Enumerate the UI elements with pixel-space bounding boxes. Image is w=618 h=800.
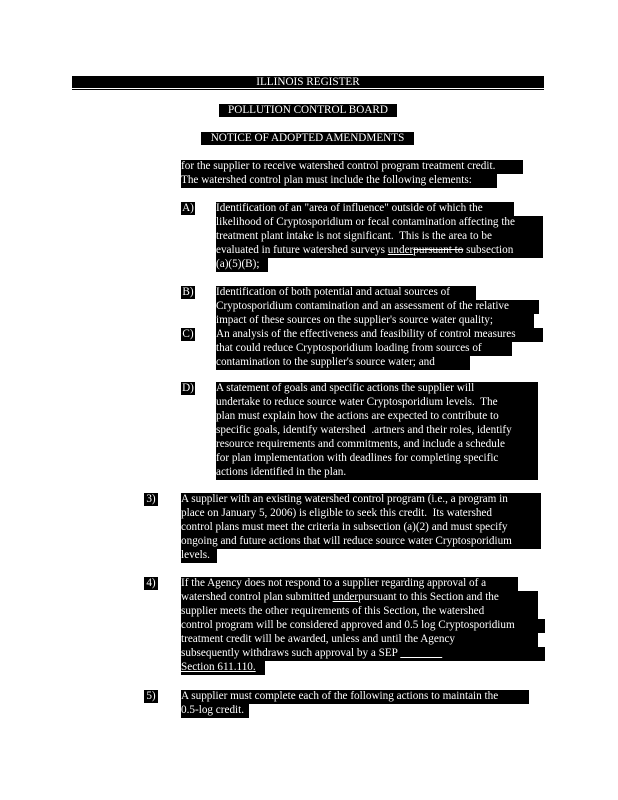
item-4-line-2-text: watershed control plan submitted [181, 591, 333, 603]
item-a-line-4-end: subsection [463, 244, 514, 256]
item-4-line-2 [181, 591, 538, 605]
item-4-line-6 [181, 647, 545, 661]
notice-title: NOTICE OF ADOPTED AMENDMENTS [201, 132, 414, 145]
item-c-line-1: An analysis of the effectiveness and feasibility of control measures [216, 328, 543, 342]
item-5-line-1: A supplier must complete each of the following actions to maintain the [181, 690, 529, 704]
item-3-line-1: A supplier with an existing watershed control program (i.e., a program in [181, 493, 541, 507]
intro-line-1: for the supplier to receive watershed control program treatment credit. [181, 160, 523, 174]
item-4-line-6-text: subsequently withdraws such approval by a SEP [181, 647, 401, 659]
item-4-line-3: supplier meets the other requirements of this Section, the watershed [181, 605, 538, 619]
intro-line-2: The watershed control plan must include the following elements: [181, 174, 497, 188]
board-title: POLLUTION CONTROL BOARD [219, 104, 397, 117]
header-underline [72, 89, 544, 90]
item-c-line-3: contamination to the supplier's source water; and [216, 356, 470, 370]
item-a-line-5: (a)(5)(B); [216, 258, 268, 272]
item-3-line-5: levels. [181, 549, 217, 563]
item-a-marker: A) [182, 202, 194, 214]
item-d-line-6: for plan implementation with deadlines for completing specific [216, 452, 538, 466]
item-3-line-3: control plans must meet the criteria in subsection (a)(2) and must specify [181, 521, 541, 535]
item-a-line-1: Identification of an "area of influence" outside of which the [216, 202, 514, 216]
item-d-line-5: resource requirements and commitments, and include a schedule [216, 438, 538, 452]
item-d-line-4: specific goals, identify watershed .artners and their roles, identify [216, 424, 538, 438]
item-5-marker: 5) [144, 690, 158, 703]
register-title: ILLINOIS REGISTER [256, 76, 360, 88]
item-5-line-2: 0.5-log credit. [181, 704, 249, 718]
item-4-line-1: If the Agency does not respond to a supplier regarding approval of a [181, 577, 518, 591]
item-d-marker: D) [182, 382, 194, 394]
item-d-line-7: actions identified in the plan. [216, 466, 538, 480]
item-4-inserted-word: under [332, 591, 359, 603]
item-a-line-3: treatment plant intake is not significant. This is the area to be [216, 230, 543, 244]
item-a-line-4-text: evaluated in future watershed surveys [216, 244, 388, 256]
item-4-line-6-tail [400, 647, 442, 659]
item-4-line-5: treatment credit will be awarded, unless and until the Agency [181, 633, 538, 647]
item-d-line-2: undertake to reduce source water Cryptosporidium levels. The [216, 396, 538, 410]
item-b-line-3: impact of these sources on the supplier's source water quality; [216, 314, 534, 328]
item-4-line-4: control program will be considered approved and 0.5 log Cryptosporidium [181, 619, 545, 633]
item-4-line-7-text: Section 611.110. [181, 661, 256, 673]
item-c-line-2: that could reduce Cryptosporidium loading from sources of [216, 342, 512, 356]
item-a-deleted-words: pursuant to [413, 244, 464, 256]
item-b-marker: B) [182, 286, 194, 298]
item-d-line-3: plan must explain how the actions are expected to contribute to [216, 410, 538, 424]
item-4-marker: 4) [144, 577, 158, 590]
item-4-line-7 [181, 661, 265, 675]
item-d-line-1: A statement of goals and specific actions the supplier will [216, 382, 538, 396]
item-b-line-1: Identification of both potential and actual sources of [216, 286, 476, 300]
item-3-marker: 3) [144, 493, 158, 506]
item-a-inserted-word: under [387, 244, 414, 256]
item-3-line-4: ongoing and future actions that will reduce source water Cryptosporidium [181, 535, 541, 549]
item-a-line-4 [216, 244, 543, 258]
item-a-line-2: likelihood of Cryptosporidium or fecal contamination affecting the [216, 216, 543, 230]
item-b-line-2: Cryptosporidium contamination and an assessment of the relative [216, 300, 539, 314]
item-c-marker: C) [182, 328, 194, 340]
item-3-line-2: place on January 5, 2006) is eligible to seek this credit. Its watershed [181, 507, 541, 521]
item-4-line-2-end: pursuant to this Section and the [358, 591, 499, 603]
